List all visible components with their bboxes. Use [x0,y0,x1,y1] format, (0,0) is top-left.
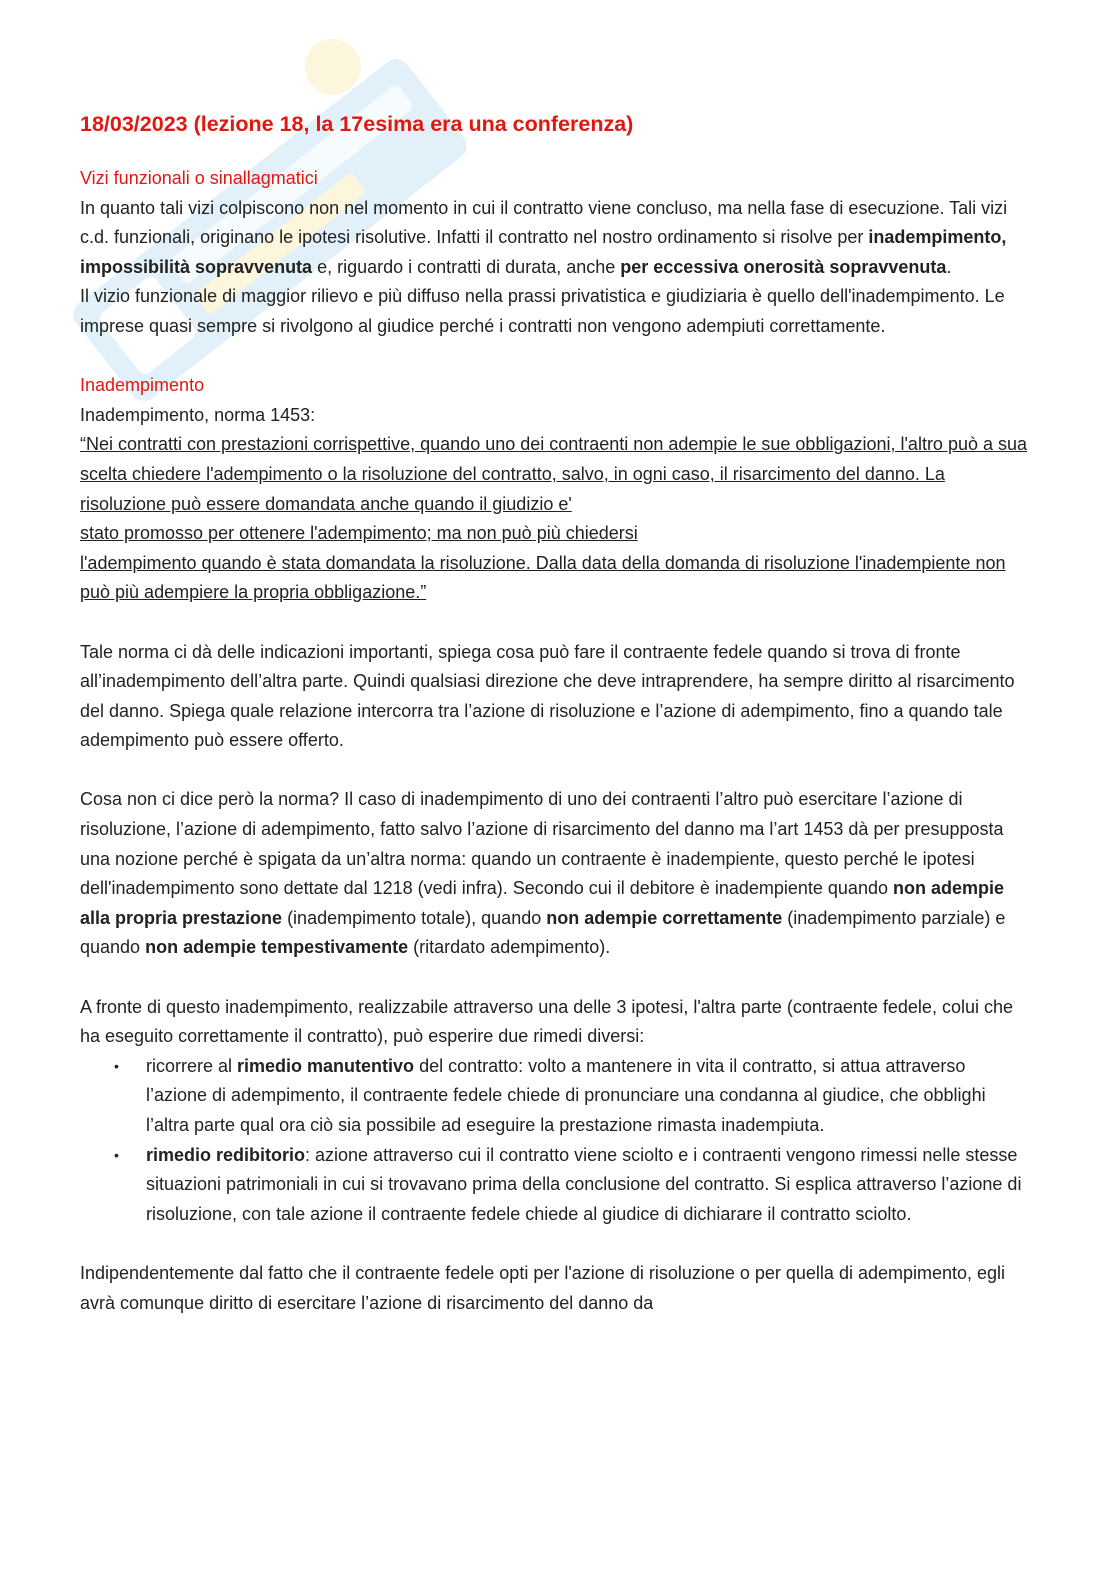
norma-intro: Inadempimento, norma 1453: [80,404,316,425]
paragraph-indipendentemente: Indipendentemente dal fatto che il contraente fedele opti per l'azione di risoluzione o per quella di adempimento, egli avrà comunque diritto di esercitare l’azione di risarcimento del danno da [80,1262,1006,1313]
list-item-manutentivo: • ricorrere al rimedio manutentivo del contratto: volto a mantenere in vita il contratto, si attua attraverso l’azione di adempimento, il contraente fedele chiede di pronunciare una condanna al giudice, che obblighi l’altra parte qual ora ciò sia possibile ad eseguire la prestazione rimasta inadempiuta. [146,1052,1030,1141]
paragraph-vizio-rilievo: Il vizio funzionale di maggior rilievo e più diffuso nella prassi privatistica e giudiziaria è quello dell'inadempimento. Le imprese quasi sempre si rivolgono al giudice perché i contratti non vengono adempiuti correttamente. [80,286,1005,336]
list-item-redibitorio: • rimedio redibitorio: azione attraverso cui il contratto viene sciolto e i contraenti vengono rimessi nelle stesse situazioni patrimoniali in cui si trovavano prima della conclusione del contratto. Si esplica attraverso l’azione di risoluzione, con tale azione il contraente fedele chiede al giudice di dichiarare il contratto sciolto. [146,1141,1030,1230]
lecture-title: 18/03/2023 (lezione 18, la 17esima era una conferenza) [80,112,634,136]
norma-quote-part1: “Nei contratti con prestazioni corrispettive, quando uno dei contraenti non adempie le sue obbligazioni, l'altro può a sua scelta chiedere l'adempimento o la risoluzione del contratto, salvo, in ogni caso, il risarcimento del danno. La risoluzione può essere domandata anche quando il giudizio e' [80,434,1028,514]
bullet-icon: • [114,1057,119,1074]
paragraph-vizi-intro: In quanto tali vizi colpiscono non nel momento in cui il contratto viene concluso, ma nella fase di esecuzione. Tali vizi c.d. funzionali, originano le ipotesi risolutive. Infatti il contratto nel nostro ordinamento si risolve per inadempimento, impossibilità sopravvenuta e, riguardo i contratti di durata, anche per eccessiva onerosità sopravvenuta. [80,197,1008,277]
paragraph-cosa-non-dice: Cosa non ci dice però la norma? Il caso di inadempimento di uno dei contraenti l’altro può esercitare l’azione di risoluzione, l’azione di adempimento, fatto salvo l’azione di risarcimento del danno ma l’art 1453 dà per presupposta una nozione perché è spigata da un’altra norma: quando un contraente è inadempiente, questo perché le ipotesi dell'inadempimento sono dettate dal 1218 (vedi infra). Secondo cui il debitore è inadempiente quando non adempie alla propria prestazione (inadempimento totale), quando non adempie correttamente (inadempimento parziale) e quando non adempie tempestivamente (ritardato adempimento). [80,789,1006,958]
paragraph-rimedi-intro: A fronte di questo inadempimento, realizzabile attraverso una delle 3 ipotesi, l'altra parte (contraente fedele, colui che ha eseguito correttamente il contratto), può esperire due rimedi diversi: [80,996,1013,1047]
heading-inadempimento: Inadempimento [80,375,205,396]
norma-quote-part3: l'adempimento quando è stata domandata la risoluzione. Dalla data della domanda di risoluzione l'inadempiente non può più adempiere la propria obbligazione.” [80,552,1006,603]
paragraph-indicazioni: Tale norma ci dà delle indicazioni importanti, spiega cosa può fare il contraente fedele quando si trova di fronte all’inadempimento dell’altra parte. Quindi qualsiasi direzione che deve intraprendere, ha sempre diritto al risarcimento del danno. Spiega quale relazione intercorra tra l’azione di risoluzione e l’azione di adempimento, fino a quando tale adempimento può essere offerto. [80,641,1015,751]
norma-quote-part2: stato promosso per ottenere l'adempimento; ma non può più chiedersi [80,523,638,544]
rimedi-list [80,1052,1030,1230]
bullet-icon: • [114,1146,119,1163]
heading-vizi-funzionali: Vizi funzionali o sinallagmatici [80,168,318,188]
document-page [80,108,1030,1318]
